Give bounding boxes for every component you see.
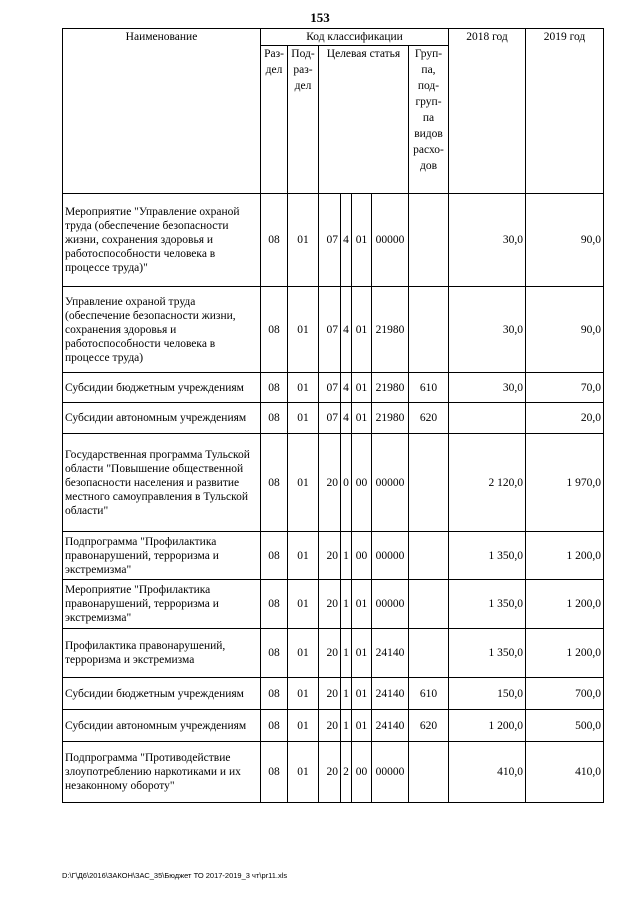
table-row-target-program: 20 bbox=[319, 710, 341, 742]
table-row-target-program: 20 bbox=[319, 742, 341, 803]
table-row-target-subprogram: 1 bbox=[341, 580, 352, 629]
table-row-2019: 1 200,0 bbox=[526, 580, 604, 629]
table-row-2018: 1 350,0 bbox=[449, 580, 526, 629]
table-row-subsection: 01 bbox=[288, 194, 319, 287]
table-row-target-program: 07 bbox=[319, 194, 341, 287]
header-section: Раз-дел bbox=[261, 46, 288, 194]
table-row-target-direction: 21980 bbox=[372, 373, 409, 403]
table-row-target-event: 01 bbox=[352, 678, 372, 710]
table-row-target-event: 01 bbox=[352, 373, 372, 403]
table-row-target-direction: 21980 bbox=[372, 403, 409, 434]
table-row-section: 08 bbox=[261, 532, 288, 580]
table-row-2018: 1 350,0 bbox=[449, 532, 526, 580]
table-row-section: 08 bbox=[261, 373, 288, 403]
table-row bbox=[63, 434, 604, 532]
table-row-target-subprogram: 4 bbox=[341, 194, 352, 287]
header-target-article: Целевая статья bbox=[319, 46, 409, 194]
table-row-target-subprogram: 1 bbox=[341, 710, 352, 742]
table-row-target-program: 20 bbox=[319, 678, 341, 710]
table-row-target-program: 20 bbox=[319, 434, 341, 532]
table-row-subsection: 01 bbox=[288, 532, 319, 580]
table-row-section: 08 bbox=[261, 629, 288, 678]
table-row-2018: 410,0 bbox=[449, 742, 526, 803]
table-row-target-event: 01 bbox=[352, 194, 372, 287]
table-row-target-event: 00 bbox=[352, 532, 372, 580]
table-row-section: 08 bbox=[261, 434, 288, 532]
table-row bbox=[63, 678, 604, 710]
table-row-subsection: 01 bbox=[288, 434, 319, 532]
table-row-2018: 1 350,0 bbox=[449, 629, 526, 678]
table-row bbox=[63, 532, 604, 580]
table-row-expense-group bbox=[409, 194, 449, 287]
table-row-expense-group bbox=[409, 580, 449, 629]
table-row-2018: 30,0 bbox=[449, 287, 526, 373]
table-row-target-program: 20 bbox=[319, 629, 341, 678]
table-row-subsection: 01 bbox=[288, 710, 319, 742]
table-row-target-event: 00 bbox=[352, 742, 372, 803]
table-row-target-direction: 00000 bbox=[372, 580, 409, 629]
table-row bbox=[63, 580, 604, 629]
table-row-expense-group bbox=[409, 287, 449, 373]
table-row-target-subprogram: 4 bbox=[341, 373, 352, 403]
table-row-name: Субсидии автономным учреждениям bbox=[63, 710, 261, 742]
table-row-target-subprogram: 1 bbox=[341, 678, 352, 710]
table-row bbox=[63, 373, 604, 403]
table-row-2018: 150,0 bbox=[449, 678, 526, 710]
table-row-expense-group: 610 bbox=[409, 678, 449, 710]
table-row-target-program: 07 bbox=[319, 287, 341, 373]
table-row-target-direction: 00000 bbox=[372, 434, 409, 532]
table-row-target-program: 07 bbox=[319, 373, 341, 403]
table-row-target-event: 01 bbox=[352, 580, 372, 629]
table-row-name: Управление охраной труда (обеспечение безопасности жизни, сохранения здоровья и работоспособности человека в процессе труда) bbox=[63, 287, 261, 373]
footer-file-path: D:\Г\Д6\2016\ЗАКОН\ЗАС_35\Бюджет ТО 2017-2019_3 чт\pr11.xls bbox=[62, 871, 288, 880]
table-row-expense-group: 610 bbox=[409, 373, 449, 403]
table-row-target-program: 20 bbox=[319, 532, 341, 580]
table-row-target-event: 01 bbox=[352, 403, 372, 434]
page-number: 153 bbox=[310, 10, 330, 25]
table-row-target-subprogram: 0 bbox=[341, 434, 352, 532]
table-row-2019: 1 200,0 bbox=[526, 532, 604, 580]
table-row-section: 08 bbox=[261, 287, 288, 373]
table-row-2019: 1 200,0 bbox=[526, 629, 604, 678]
table-row-target-event: 01 bbox=[352, 710, 372, 742]
table-row-target-subprogram: 1 bbox=[341, 532, 352, 580]
table-row-2018 bbox=[449, 403, 526, 434]
table-row-name: Мероприятие "Профилактика правонарушений, терроризма и экстремизма" bbox=[63, 580, 261, 629]
table-row-subsection: 01 bbox=[288, 629, 319, 678]
table-row-2019: 1 970,0 bbox=[526, 434, 604, 532]
table-row-name: Мероприятие "Управление охраной труда (обеспечение безопасности жизни, сохранения здоровья и работоспособности человека в процессе труда)" bbox=[63, 194, 261, 287]
table-row-subsection: 01 bbox=[288, 403, 319, 434]
table-row-target-event: 00 bbox=[352, 434, 372, 532]
table-row-expense-group bbox=[409, 742, 449, 803]
table-row-target-direction: 24140 bbox=[372, 710, 409, 742]
table-row-expense-group bbox=[409, 434, 449, 532]
table-row-name: Государственная программа Тульской области "Повышение общественной безопасности населения и развитие местного самоуправления в Тульской области" bbox=[63, 434, 261, 532]
table-row bbox=[63, 742, 604, 803]
table-row-subsection: 01 bbox=[288, 373, 319, 403]
table-row-section: 08 bbox=[261, 194, 288, 287]
table-row-name: Субсидии автономным учреждениям bbox=[63, 403, 261, 434]
table-row-target-direction: 24140 bbox=[372, 678, 409, 710]
table-row-2018: 2 120,0 bbox=[449, 434, 526, 532]
table-row-subsection: 01 bbox=[288, 580, 319, 629]
table-row bbox=[63, 403, 604, 434]
table-row-2019: 20,0 bbox=[526, 403, 604, 434]
table-row-name: Подпрограмма "Противодействие злоупотреблению наркотиками и их незаконному обороту" bbox=[63, 742, 261, 803]
table-row-target-subprogram: 1 bbox=[341, 629, 352, 678]
header-2019: 2019 год bbox=[526, 29, 604, 194]
table-row-name: Подпрограмма "Профилактика правонарушений, терроризма и экстремизма" bbox=[63, 532, 261, 580]
table-row bbox=[63, 194, 604, 287]
header-2018: 2018 год bbox=[449, 29, 526, 194]
table-row-target-direction: 21980 bbox=[372, 287, 409, 373]
table-row-subsection: 01 bbox=[288, 742, 319, 803]
table-row-section: 08 bbox=[261, 710, 288, 742]
table-row-2018: 30,0 bbox=[449, 373, 526, 403]
table-row-2019: 700,0 bbox=[526, 678, 604, 710]
table-row-target-subprogram: 4 bbox=[341, 287, 352, 373]
table-row-target-event: 01 bbox=[352, 629, 372, 678]
header-classification: Код классификации bbox=[261, 29, 449, 46]
table-row-2019: 410,0 bbox=[526, 742, 604, 803]
budget-table bbox=[62, 28, 604, 803]
table-row-target-subprogram: 4 bbox=[341, 403, 352, 434]
table-row-expense-group bbox=[409, 629, 449, 678]
table-row-section: 08 bbox=[261, 403, 288, 434]
table-row-name: Субсидии бюджетным учреждениям bbox=[63, 678, 261, 710]
table-row-section: 08 bbox=[261, 742, 288, 803]
header-expense-group: Груп-па, под-груп-па видов расхо-дов bbox=[409, 46, 449, 194]
table-row-subsection: 01 bbox=[288, 287, 319, 373]
table-row-target-event: 01 bbox=[352, 287, 372, 373]
table-row bbox=[63, 287, 604, 373]
table-row-target-program: 20 bbox=[319, 580, 341, 629]
table-row-2018: 30,0 bbox=[449, 194, 526, 287]
table-row-target-subprogram: 2 bbox=[341, 742, 352, 803]
table-row bbox=[63, 629, 604, 678]
table-row-name: Субсидии бюджетным учреждениям bbox=[63, 373, 261, 403]
table-row-name: Профилактика правонарушений, терроризма и экстремизма bbox=[63, 629, 261, 678]
table-row-2019: 70,0 bbox=[526, 373, 604, 403]
table-row bbox=[63, 710, 604, 742]
table-row-2019: 90,0 bbox=[526, 194, 604, 287]
table-row-target-direction: 00000 bbox=[372, 532, 409, 580]
table-row-subsection: 01 bbox=[288, 678, 319, 710]
table-row-expense-group: 620 bbox=[409, 710, 449, 742]
table-row-target-direction: 00000 bbox=[372, 742, 409, 803]
table-row-2018: 1 200,0 bbox=[449, 710, 526, 742]
table-row-target-direction: 00000 bbox=[372, 194, 409, 287]
table-row-section: 08 bbox=[261, 678, 288, 710]
header-name: Наименование bbox=[63, 29, 261, 194]
table-row-target-direction: 24140 bbox=[372, 629, 409, 678]
table-row-section: 08 bbox=[261, 580, 288, 629]
table-row-target-program: 07 bbox=[319, 403, 341, 434]
table-row-2019: 90,0 bbox=[526, 287, 604, 373]
table-row-expense-group bbox=[409, 532, 449, 580]
table-row-expense-group: 620 bbox=[409, 403, 449, 434]
table-row-2019: 500,0 bbox=[526, 710, 604, 742]
header-subsection: Под-раз-дел bbox=[288, 46, 319, 194]
